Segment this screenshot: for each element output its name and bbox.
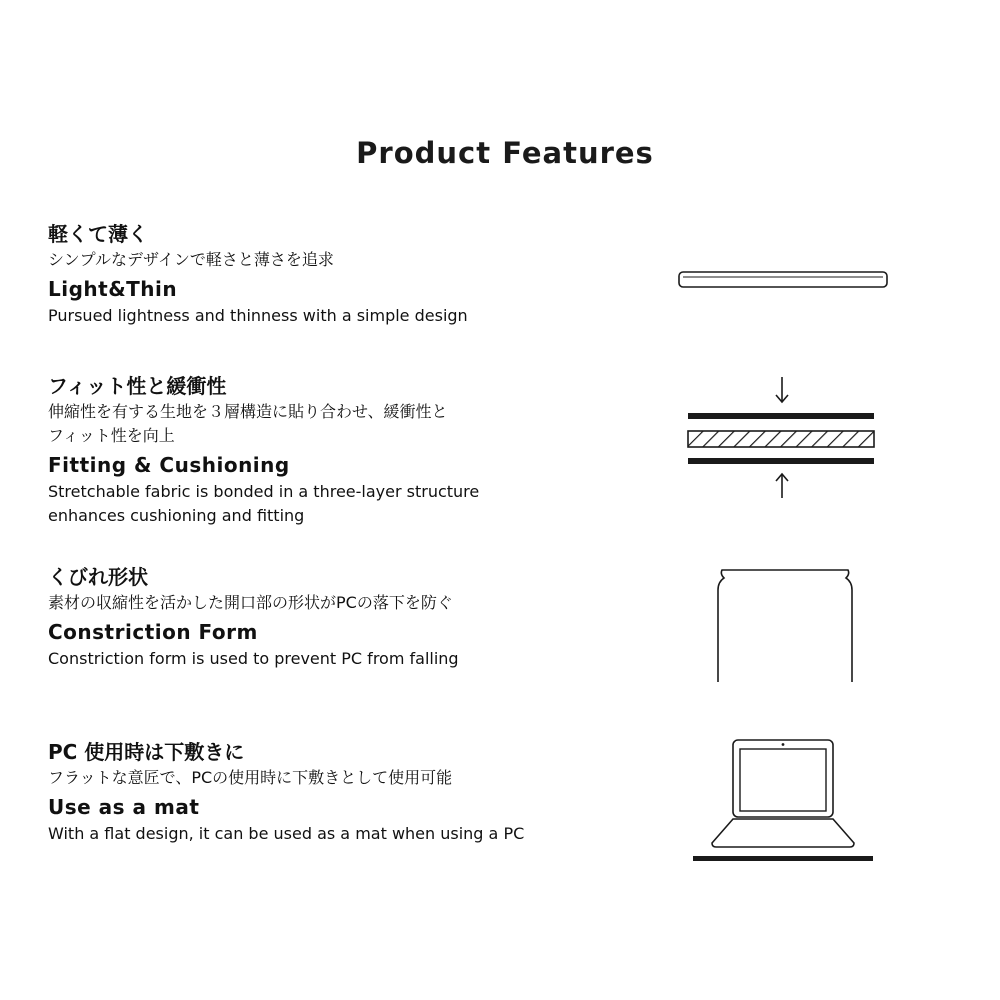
feature-fitting-cushioning <box>48 372 648 528</box>
feature-en-desc: Pursued lightness and thinness with a simple design <box>48 306 468 325</box>
feature-jp-desc: フィット性を向上 <box>48 426 175 445</box>
thin-sleeve-icon <box>670 262 900 302</box>
feature-jp-title: くびれ形状 <box>48 565 148 589</box>
feature-en-desc: With a flat design, it can be used as a mat when using a PC <box>48 824 525 843</box>
feature-en-desc: Stretchable fabric is bonded in a three-layer structure <box>48 482 480 501</box>
feature-en-desc: Constriction form is used to prevent PC from falling <box>48 649 459 668</box>
feature-en-title: Light&Thin <box>48 277 178 301</box>
laptop-on-mat-icon <box>680 730 890 870</box>
feature-en-title: Fitting & Cushioning <box>48 453 290 477</box>
feature-en-desc: enhances cushioning and fitting <box>48 506 305 525</box>
feature-jp-title: フィット性と緩衝性 <box>48 374 227 398</box>
feature-jp-desc: シンプルなデザインで軽さと薄さを追求 <box>48 250 334 269</box>
three-layer-icon <box>670 370 900 505</box>
constriction-form-icon <box>700 562 870 687</box>
feature-en-title: Constriction Form <box>48 620 258 644</box>
feature-jp-desc: フラットな意匠で、PCの使用時に下敷きとして使用可能 <box>48 768 453 787</box>
feature-jp-title: 軽くて薄く <box>48 222 148 246</box>
feature-use-as-mat <box>48 738 648 846</box>
feature-en-title: Use as a mat <box>48 795 200 819</box>
feature-jp-desc: 伸縮性を有する生地を３層構造に貼り合わせ、緩衝性と <box>48 402 448 421</box>
feature-jp-title: PC 使用時は下敷きに <box>48 740 245 764</box>
feature-constriction-form <box>48 563 648 671</box>
feature-jp-desc: 素材の収縮性を活かした開口部の形状がPCの落下を防ぐ <box>48 593 453 612</box>
page-title: Product Features <box>356 136 654 170</box>
feature-light-thin <box>48 220 648 328</box>
